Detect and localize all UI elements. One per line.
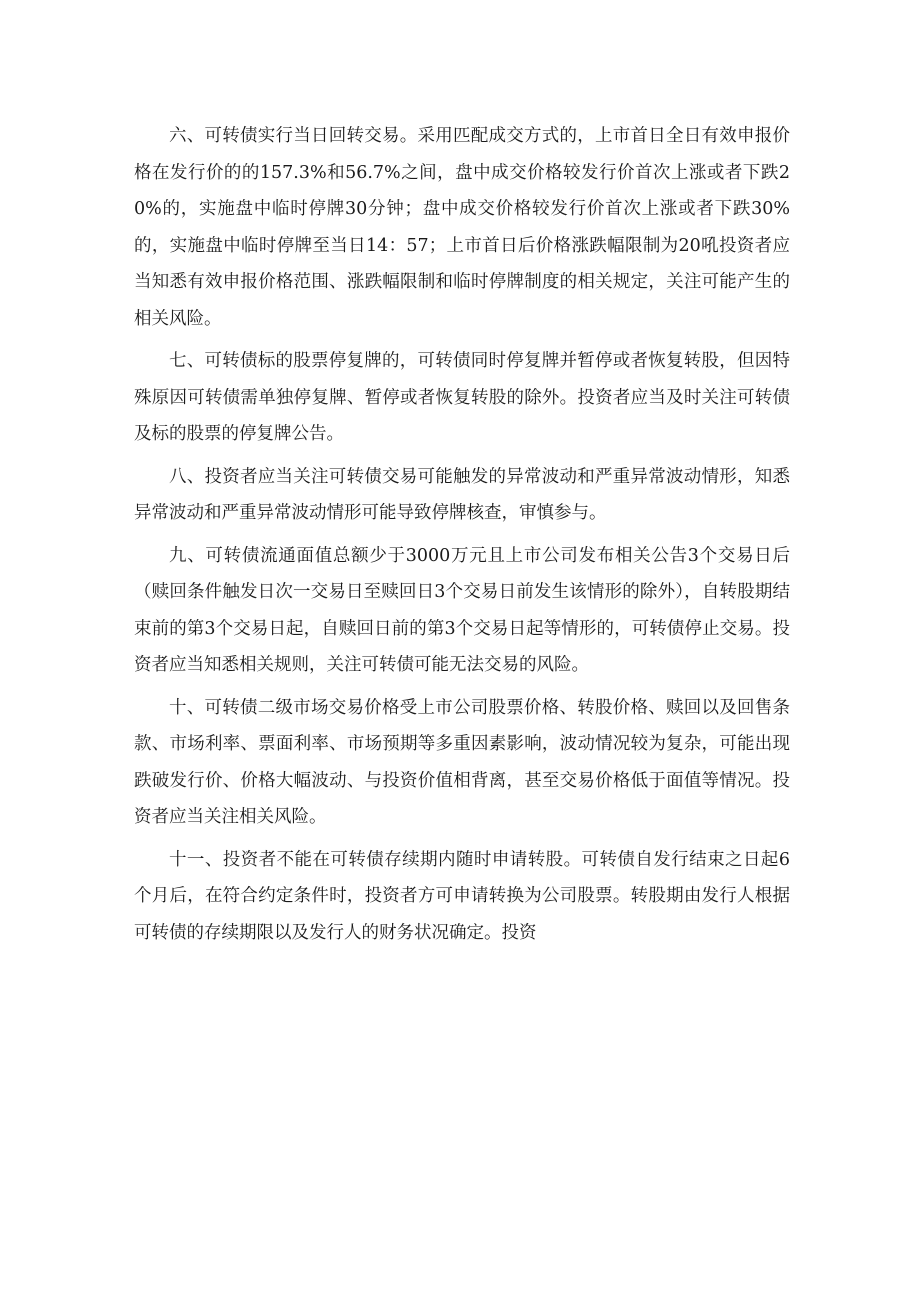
paragraph-11: 十一、投资者不能在可转债存续期内随时申请转股。可转债自发行结束之日起6个月后，在符合约定条件时，投资者方可申请转换为公司股票。转股期由发行人根据可转债的存续期限以及发行人的财务状况确定。投资 bbox=[134, 849, 790, 943]
document-body bbox=[134, 118, 790, 957]
paragraph-6: 六、可转债实行当日回转交易。采用匹配成交方式的，上市首日全日有效申报价格在发行价的的157.3%和56.7%之间，盘中成交价格较发行价首次上涨或者下跌20%的，实施盘中临时停牌30分钟；盘中成交价格较发行价首次上涨或者下跌30%的，实施盘中临时停牌至当日14：57；上市首日后价格涨跌幅限制为20吼投资者应当知悉有效申报价格范围、涨跌幅限制和临时停牌制度的相关规定，关注可能产生的相关风险。 bbox=[134, 126, 790, 329]
paragraph-10: 十、可转债二级市场交易价格受上市公司股票价格、转股价格、赎回以及回售条款、市场利率、票面利率、市场预期等多重因素影响，波动情况较为复杂，可能出现跌破发行价、价格大幅波动、与投资价值相背离，甚至交易价格低于面值等情况。投资者应当关注相关风险。 bbox=[134, 697, 790, 827]
paragraph-9: 九、可转债流通面值总额少于3000万元且上市公司发布相关公告3个交易日后（赎回条件触发日次一交易日至赎回日3个交易日前发生该情形的除外），自转股期结束前的第3个交易日起，自赎回日前的第3个交易日起等情形的，可转债停止交易。投资者应当知悉相关规则，关注可转债可能无法交易的风险。 bbox=[134, 545, 790, 675]
paragraph-8: 八、投资者应当关注可转债交易可能触发的异常波动和严重异常波动情形，知悉异常波动和严重异常波动情形可能导致停牌核查，审慎参与。 bbox=[134, 466, 790, 523]
paragraph-7: 七、可转债标的股票停复牌的，可转债同时停复牌并暂停或者恢复转股，但因特殊原因可转债需单独停复牌、暂停或者恢复转股的除外。投资者应当及时关注可转债及标的股票的停复牌公告。 bbox=[134, 351, 790, 444]
